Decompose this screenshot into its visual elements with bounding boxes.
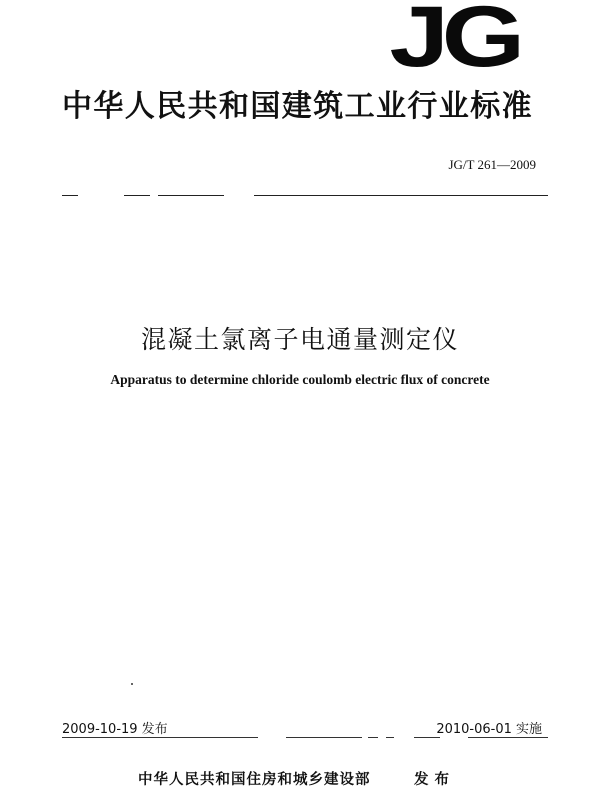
header-rule-segment xyxy=(158,195,224,196)
industry-standard-title: 中华人民共和国建筑工业行业标准 xyxy=(62,89,533,124)
footer-rule-segment xyxy=(414,737,440,738)
issuing-authority: 中华人民共和国住房和城乡建设部 xyxy=(138,772,371,788)
implementation-date: 2010-06-01 实施 xyxy=(436,722,542,737)
footer-rule-segment xyxy=(286,737,362,738)
footer-rule-segment xyxy=(386,737,394,738)
header-rule-segment xyxy=(124,195,150,196)
header-rule-segment xyxy=(62,195,78,196)
header-rule-segment xyxy=(254,195,548,196)
document-title-chinese: 混凝土氯离子电通量测定仪 xyxy=(140,325,459,354)
issue-date: 2009-10-19 发布 xyxy=(62,722,168,737)
standard-code: JG/T 261—2009 xyxy=(448,157,536,172)
footer-rule-segment xyxy=(62,737,258,738)
footer-rule-segment xyxy=(368,737,378,738)
footer-rule-segment xyxy=(468,737,548,738)
scan-speck xyxy=(131,683,133,685)
publish-label: 发布 xyxy=(414,772,455,788)
jg-logo: JG xyxy=(389,0,518,85)
document-title-english: Apparatus to determine chloride coulomb electric flux of concrete xyxy=(110,372,490,387)
